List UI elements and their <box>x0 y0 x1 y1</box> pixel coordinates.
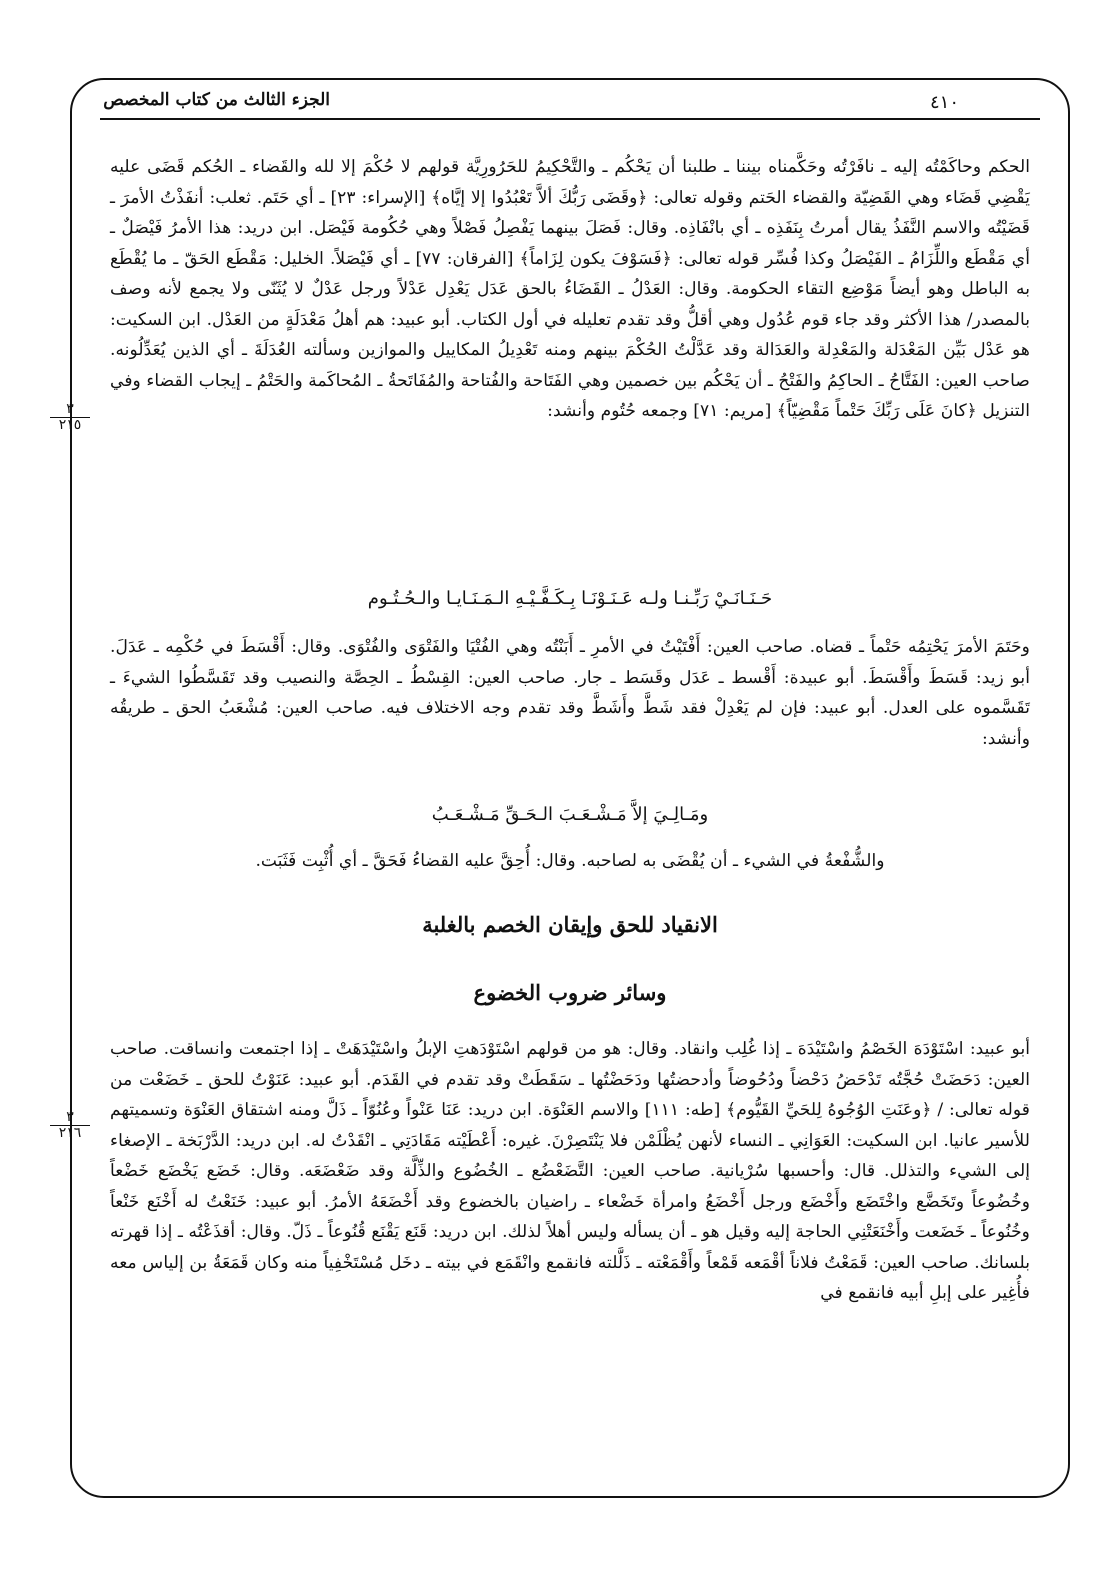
section-subheading: وسائر ضروب الخضوع <box>473 980 667 1005</box>
section-1-body-continued <box>110 632 1030 754</box>
running-head: الجزء الثالث من كتاب المخصص <box>103 90 330 110</box>
verse: حَـنَـانَـيْ رَبِّـنـا ولـه عَـنَـوْنَـا بِـكَـفَّـيْـهِ الـمَـنَـايـا والـحُـتُـوم <box>367 588 773 609</box>
paragraph: والشُّفْعةُ في الشيء ـ أن يُقْضَى به لصاحبه. وقال: أُحِقَّ عليه القضاءُ فَحَقَّ ـ أي أُثْبِت فَثَبَت. <box>255 851 885 871</box>
margin-note-top: ٣ <box>50 1110 90 1126</box>
paragraph: أبو عبيد: اسْتَوْدَهَ الخَصْمُ واسْتَيْدَهَ ـ إذا غُلِب وانقاد. وقال: هو من قولهم اسْتَوْدَهتِ الإبلُ واسْتَيْدَهَتْ ـ إذا اجتمعت وانساقت. صاحب العين: دَحَضَتْ حُجَّتُه تَدْحَضُ دَحْضاً ودُحُوضاً وأدحضتُها ودَحَضْتُها ـ سَقَطَتْ وقد تقدم في القَدَم. أبو عبيد: عَنَوْتُ للحق ـ خَضَعْت من قوله تعالى: / ﴿وعَنَتِ الوُجُوهُ لِلحَيِّ القَيُّوم﴾ [طه: ١١١] والاسم العَنْوَة. ابن دريد: عَنَا عَنْواً وعُنُوّاً ـ ذَلَّ ومنه اشتقاق العَنْوَة وتسميتهم للأسير عانيا. ابن السكيت: العَوَانِي ـ النساء لأنهن يُظْلَمْن فلا يَنْتَصِرْنَ. غيره: أَعْطَيْته مَقَادَتِي ـ انْقَدْتُ له. ابن دريد: الدَّرْبَخة ـ الإصغاء إلى الشيء والتذلل. قال: وأحسبها سُرْيانية. صاحب العين: التَّضَعْضُع ـ الخُضُوع والذِّلَّة وقد ضَعْضَعَه. وقال: خَضَع يَخْضَع خَضْعاً وخُضُوعاً وتَخَضَّع واخْتَضَع وأَخْضَع ورجل أَخْضَعُ وامرأة خَضْعاء ـ راضيان بالخضوع وقد أَخْضَعَهُ الأمرُ. أبو عبيد: خَنَعْتُ له أَخْنَع خَنْعاً وخُنُوعاً ـ خَضَعت وأَخْنَعَتْنِي الحاجة إليه وقيل هو ـ أن يسأله وليس أهلاً لذلك. ابن دريد: قَنَع يَقْنَع قُنُوعاً ـ ذَلّ. وقال: أقذَعْتُه ـ إذا قهرته بلسانك. صاحب العين: قَمَعْتُ فلاناً أقْمَعه قَمْعاً وأَقْمَعْته ـ ذَلَّلته فانقمع وانْقَمَع في بيته ـ دخَل مُسْتَخْفِياً منه وكان قَمَعَةُ بن إلياس معه فأُغِير على إبلِ أبيه فانقمع في <box>110 1039 1030 1303</box>
section-1-body <box>110 152 1030 427</box>
section-1-closing <box>110 846 1030 877</box>
verse: ومَـالِـيَ إلاَّ مَـشْـعَـبَ الـحَـقِّ مَـشْـعَـبُ <box>431 804 709 825</box>
margin-note-bottom: ٢١٥ <box>58 417 82 433</box>
header-rule <box>100 118 1040 120</box>
margin-note <box>50 1110 90 1141</box>
margin-note-bottom: ٢١٦ <box>58 1125 82 1141</box>
margin-note-top: ٣ <box>50 402 90 418</box>
margin-note <box>50 402 90 433</box>
paragraph: وحَتَمَ الأمرَ يَحْتِمُه حَتْماً ـ قضاه. صاحب العين: أَفْتَيْتُ في الأمرِ ـ أَبَنْتُه وهي الفُتْيَا والفَتْوَى والفُتْوَى. وقال: أَقْسَطَ في حُكْمِه ـ عَدَلَ. أبو زيد: قَسَطَ وأَقْسَطَ. أبو عبيدة: أَقْسط ـ عَدَل وقَسَط ـ جار. صاحب العين: القِسْطُ ـ الحِصَّة والنصيب وقد تَقَسَّطُوا الشيءَ ـ تَقَسَّموه على العدل. أبو عبيد: فإن لم يَعْدِلْ فقد شَطَّ وأَشَطَّ وقد تقدم وجه الاختلاف فيه. صاحب العين: مُشْعَبُ الحق ـ طريقُه وأنشد: <box>110 637 1030 749</box>
paragraph: الحكم وحاكَمْتُه إليه ـ نافَرْتُه وحَكَّمناه بيننا ـ طلبنا أن يَحْكُم ـ والتَّحْكِيمُ للحَرُورِيَّة قولهم لا حُكْمَ إلا لله والقَضاء ـ الحُكم قَضَى عليه يَقْضِي قَضَاء وهي القَضِيّة والقضاء الحَتم وقوله تعالى: ﴿وقَضَى رَبُّكَ ألاَّ تَعْبُدُوا إلا إيَّاه﴾ [الإسراء: ٢٣] ـ أي حَتَم. ثعلب: أنفَذْتُ الأمرَ ـ قَضَيْتُه والاسم النَّفَذُ يقال أمرتُ بِنَفَذِه ـ أي بانْفَاذِه. وقال: فَصَلَ بينهما يَفْصِلُ فَصْلاً وهي حُكُومة فَيْصَل. ابن دريد: هذا الأمرُ فَيْصَلٌ ـ أي مَقْطَع واللِّزَامُ ـ الفَيْصَلُ وكذا فُسِّر قوله تعالى: ﴿فَسَوْفَ يكون لِزَاماً﴾ [الفرقان: ٧٧] ـ أي فَيْصَلاً. الخليل: مَقْطَع الحَقّ ـ ما يُقْطَع به الباطل وهو أيضاً مَوْضِع التقاء الحكومة. وقال: العَدْلُ ـ القَضَاءُ بالحق عَدَل يَعْدِل عَدْلاً ورجل عَدْلٌ لا يُثَنّى ولا يجمع لأنه وصف بالمصدر/ هذا الأكثر وقد جاء قوم عُدُول وهي أقلُّ وقد تقدم تعليله في أول الكتاب. أبو عبيد: هم أهلُ مَعْدَلَةٍ من العَدْل. ابن السكيت: هو عَدْل بَيِّن المَعْدَلة والمَعْدِلة والعَدَالة وقد عَدَّلْتُ الحُكْمَ بينهم ومنه تَعْدِيلُ المكاييل والموازين وسألته العُدَلَةَ ـ أي الذين يُعَدِّلُونه. صاحب العين: الفَتَّاحُ ـ الحاكِمُ والفَتْحُ ـ أن يَحْكُم بين خصمين وهي الفَتَاحة والفُتاحة والمُفَاتَحةُ ـ المُحاكَمة والحَتْمُ ـ إيجاب القضاء وفي التنزيل ﴿كانَ عَلَى رَبِّكَ حَتْماً مَقْضِيّاً﴾ [مريم: ٧١] وجمعه حُتُوم وأنشد: <box>110 157 1030 421</box>
section-2-body <box>110 1034 1030 1309</box>
section-heading: الانقياد للحق وإيقان الخصم بالغلبة <box>422 912 718 937</box>
page-number: ٤١٠ <box>930 92 960 113</box>
